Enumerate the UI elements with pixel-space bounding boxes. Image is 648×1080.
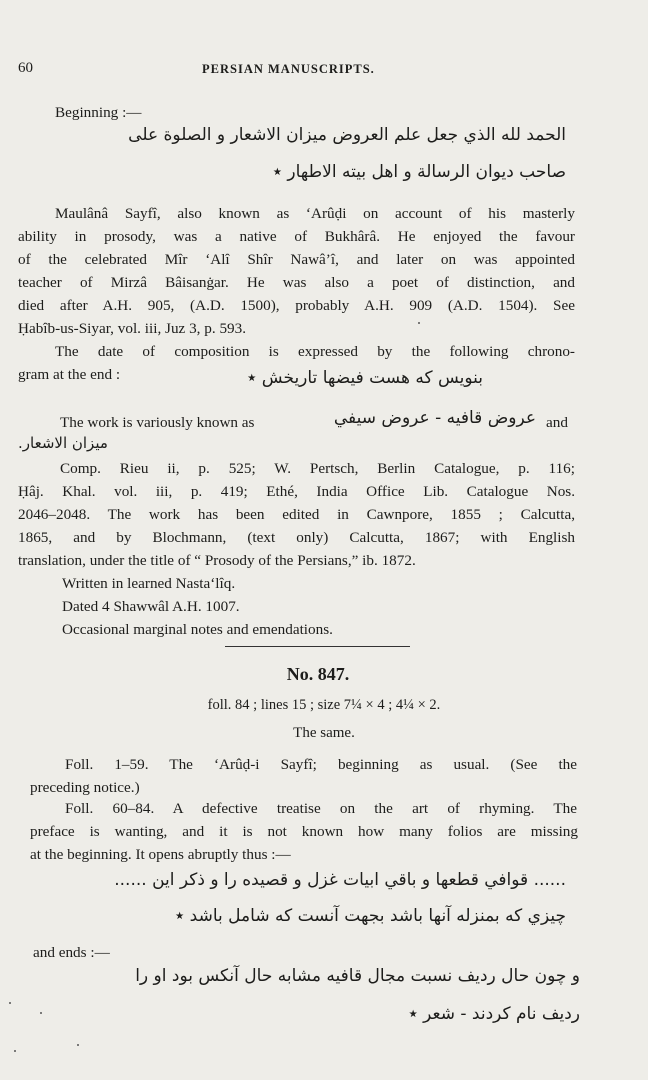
entry-meta: foll. 84 ; lines 15 ; size 7¼ × 4 ; 4¼ × 2. <box>207 697 441 713</box>
running-title: PERSIAN MANUSCRIPTS. <box>202 62 375 76</box>
paper-speck <box>77 1044 79 1046</box>
paper-speck <box>14 1050 16 1052</box>
known-as-text: The work is variously known as <box>60 414 255 431</box>
foll-line: preceding notice.) <box>30 779 140 796</box>
paper-speck <box>9 1002 11 1004</box>
foll-line: preface is wanting, and it is not known how many folios are missing <box>30 823 578 840</box>
opens-persian-1: ...... قوافي قطعها و باقي ابيات غزل و قصيده را و ذكر اين ...... <box>114 870 566 890</box>
comp-line: 2046–2048. The work has been edited in Cawnpore, 1855 ; Calcutta, <box>18 506 575 523</box>
opens-persian-2: چيزي كه بمنزله آنها باشد بجهت آنست كه شامل باشد ٭ <box>175 906 566 926</box>
foll-line: Foll. 1–59. The ‘Arûḍ-i Sayfî; beginning as usual. (See the <box>65 756 577 773</box>
chrono-line: gram at the end : <box>18 366 121 383</box>
known-as-and: and <box>546 414 568 431</box>
dated-note: Dated 4 Shawwâl A.H. 1007. <box>62 598 240 615</box>
paper-speck <box>418 322 420 324</box>
beginning-persian-2: صاحب ديوان الرسالة و اهل بيته الاطهار ٭ <box>272 162 566 182</box>
marginal-note: Occasional marginal notes and emendations. <box>62 621 333 638</box>
bio-line: teacher of Mirzâ Bâisanġar. He was also a poet of distinction, and <box>18 274 575 291</box>
foll-line: at the beginning. It opens abruptly thus :— <box>30 846 291 863</box>
page-number: 60 <box>18 60 33 76</box>
ends-persian-1: و چون حال رديف نسبت مجال قافيه مشابه حال آنكس بود او را <box>135 966 580 986</box>
entry-same: The same. <box>293 725 355 741</box>
ends-persian-2: رديف نام كردند - شعر ٭ <box>408 1004 580 1024</box>
bio-line: died after A.H. 905, (A.D. 1500), probably A.H. 909 (A.D. 1504). See <box>18 297 575 314</box>
entry-number: No. 847. <box>286 664 350 684</box>
comp-line: Ḥâj. Khal. vol. iii, p. 419; Ethé, India Office Lib. Catalogue Nos. <box>18 483 575 500</box>
comp-line: Comp. Rieu ii, p. 525; W. Pertsch, Berlin Catalogue, p. 116; <box>60 460 575 477</box>
chrono-line: The date of composition is expressed by the following chrono- <box>55 343 575 360</box>
comp-line: translation, under the title of “ Prosody of the Persians,” ib. 1872. <box>18 552 416 569</box>
bio-line: Maulânâ Sayfî, also known as ‘Arûḍi on account of his masterly <box>55 205 575 222</box>
paper-speck <box>40 1012 42 1014</box>
beginning-label: Beginning :— <box>55 104 142 121</box>
chronogram-persian: بنويس كه هست فيضها تاريخش ٭ <box>247 368 483 388</box>
bio-line: ability in prosody, was a native of Bukhârâ. He enjoyed the favour <box>18 228 575 245</box>
section-divider <box>225 646 410 647</box>
written-note: Written in learned Nasta‘lîq. <box>62 575 236 592</box>
ends-label: and ends :— <box>33 944 110 961</box>
beginning-persian-1: الحمد لله الذي جعل علم العروض ميزان الاشعار و الصلوة على <box>128 125 566 145</box>
known-as-persian-2: ميزان الاشعار. <box>18 434 108 452</box>
foll-line: Foll. 60–84. A defective treatise on the art of rhyming. The <box>65 800 577 817</box>
bio-line: Ḥabîb-us-Siyar, vol. iii, Juz 3, p. 593. <box>18 320 247 337</box>
comp-line: 1865, and by Blochmann, (text only) Calcutta, 1867; with English <box>18 529 575 546</box>
known-as-persian: عروض قافيه - عروض سيفي <box>333 408 536 428</box>
bio-line: of the celebrated Mîr ‘Alî Shîr Nawâ’î, and later on was appointed <box>18 251 575 268</box>
